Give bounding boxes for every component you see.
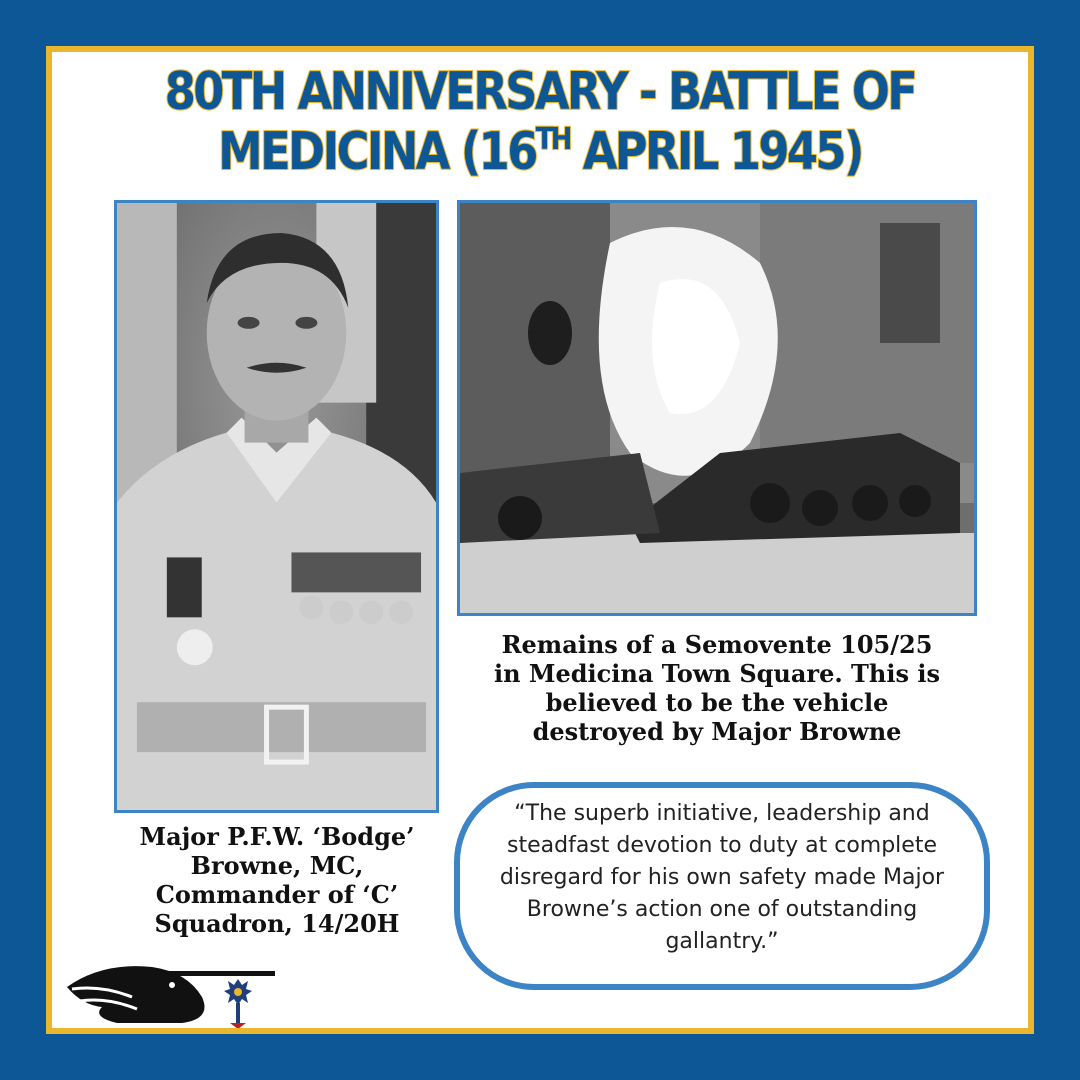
tank-photo-caption	[447, 630, 987, 746]
portrait-caption-line: Squadron, 14/20H	[154, 909, 400, 938]
content-panel	[52, 52, 1028, 1028]
tank-caption-line: believed to be the vehicle	[545, 688, 889, 717]
regimental-crest-icon	[224, 979, 252, 1028]
quote-line: disregard for his own safety made Major	[499, 865, 945, 890]
quote-line: gallantry.”	[665, 929, 779, 954]
title-line-2-suffix: APRIL 1945)	[569, 122, 862, 182]
citation-quote	[460, 798, 984, 958]
portrait-caption-line: Browne, MC,	[190, 851, 364, 880]
page-title	[138, 62, 943, 182]
title-line-1: 80TH ANNIVERSARY - BATTLE OF	[164, 62, 916, 122]
title-superscript: TH	[535, 122, 570, 157]
quote-line: “The superb initiative, leadership and	[514, 801, 930, 826]
portrait-caption-line: Commander of ‘C’	[155, 880, 399, 909]
tank-wreck-photo	[457, 200, 977, 616]
portrait-photo	[114, 200, 439, 813]
title-line-2-prefix: MEDICINA (16	[218, 122, 536, 182]
gold-frame	[46, 46, 1034, 1034]
quote-line: steadfast devotion to duty at complete	[507, 833, 937, 858]
logos	[62, 957, 282, 1028]
tank-caption-line: Remains of a Semovente 105/25	[501, 630, 933, 659]
portrait-caption	[97, 822, 457, 938]
quote-line: Browne’s action one of outstanding	[526, 897, 918, 922]
citation-quote-box	[454, 782, 990, 990]
tank-caption-line: destroyed by Major Browne	[532, 717, 902, 746]
portrait-caption-line: Major P.F.W. ‘Bodge’	[139, 822, 415, 851]
tank-caption-line: in Medicina Town Square. This is	[494, 659, 940, 688]
